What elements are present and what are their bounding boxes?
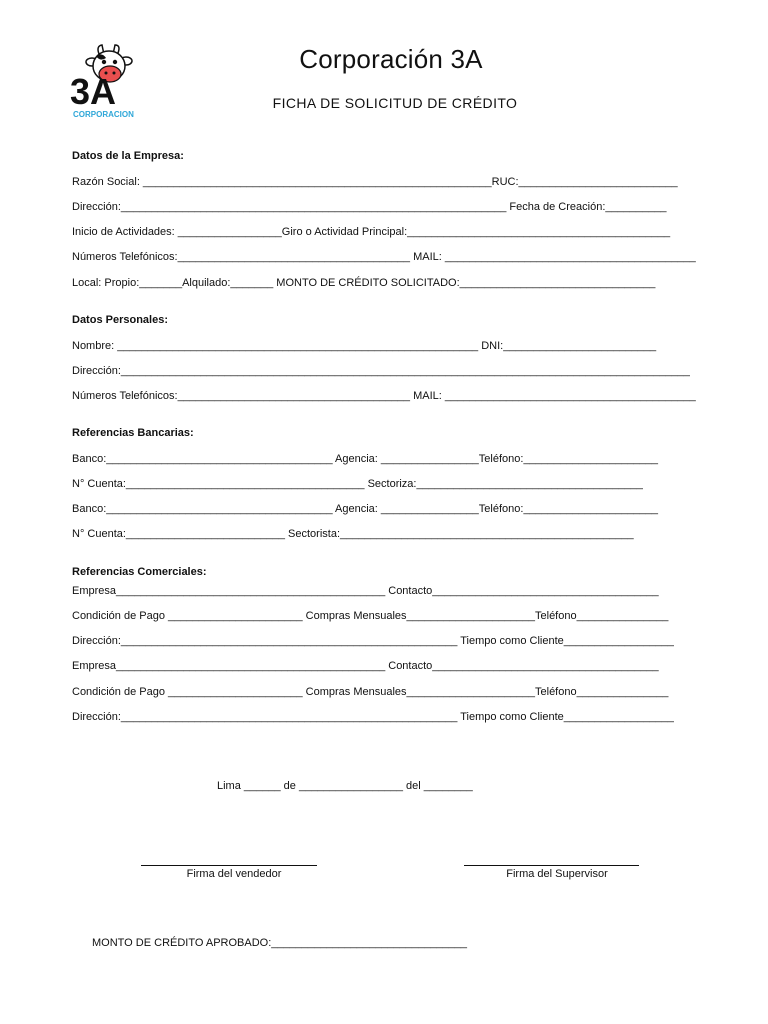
field-cuenta-2[interactable]: N° Cuenta:__________________________ Sectorista:________________________________________________ (72, 528, 634, 540)
field-direccion-fecha-creacion[interactable]: Dirección:_______________________________________________________________ Fecha de Creación:__________ (72, 201, 667, 213)
field-nombre-dni[interactable]: Nombre: ___________________________________________________________ DNI:_________________________ (72, 340, 657, 352)
field-telefonos-mail-personal[interactable]: Números Telefónicos:______________________________________ MAIL: _________________________________________ (72, 390, 696, 402)
signature-label-supervisor: Firma del Supervisor (506, 868, 608, 880)
page-title: Corporación 3A (299, 44, 483, 74)
field-cuenta-1[interactable]: N° Cuenta:_______________________________________ Sectoriza:_____________________________________ (72, 478, 643, 490)
field-inicio-actividades-giro[interactable]: Inicio de Actividades: _________________Giro o Actividad Principal:___________________________________________ (72, 226, 671, 238)
field-empresa-contacto-1[interactable]: Empresa____________________________________________ Contacto_____________________________________ (72, 585, 659, 597)
logo-subtext: CORPORACION (73, 110, 134, 119)
field-direccion-tiempo-2[interactable]: Dirección:_______________________________________________________ Tiempo como Cliente__________________ (72, 711, 674, 723)
field-banco-2[interactable]: Banco:_____________________________________ Agencia: ________________Teléfono:______________________ (72, 503, 659, 515)
field-razon-social-ruc[interactable]: Razón Social: _________________________________________________________RUC:__________________________ (72, 176, 678, 188)
field-direccion-personal[interactable]: Dirección:_____________________________________________________________________________________________ (72, 365, 690, 377)
field-monto-aprobado[interactable]: MONTO DE CRÉDITO APROBADO:________________________________ (92, 937, 468, 949)
field-local-monto-solicitado[interactable]: Local: Propio:_______Alquilado:_______ MONTO DE CRÉDITO SOLICITADO:________________________________ (72, 277, 656, 289)
field-telefonos-mail-empresa[interactable]: Números Telefónicos:______________________________________ MAIL: _________________________________________ (72, 251, 696, 263)
section-heading-empresa: Datos de la Empresa: (72, 150, 184, 162)
field-direccion-tiempo-1[interactable]: Dirección:_______________________________________________________ Tiempo como Cliente__________________ (72, 635, 674, 647)
section-heading-bancarias: Referencias Bancarias: (72, 427, 194, 439)
section-heading-personales: Datos Personales: (72, 314, 168, 326)
field-condicion-pago-2[interactable]: Condición de Pago ______________________ Compras Mensuales_____________________Teléfono_______________ (72, 686, 669, 698)
signature-line-supervisor[interactable] (464, 865, 639, 866)
field-banco-1[interactable]: Banco:_____________________________________ Agencia: ________________Teléfono:______________________ (72, 453, 659, 465)
field-condicion-pago-1[interactable]: Condición de Pago ______________________ Compras Mensuales_____________________Teléfono_______________ (72, 610, 669, 622)
section-heading-comerciales: Referencias Comerciales: (72, 566, 207, 578)
logo-text: 3A (70, 71, 117, 112)
signature-label-vendedor: Firma del vendedor (186, 868, 282, 880)
page-subtitle: FICHA DE SOLICITUD DE CRÉDITO (272, 95, 518, 111)
field-fecha-lima[interactable]: Lima ______ de _________________ del ________ (217, 780, 473, 792)
field-empresa-contacto-2[interactable]: Empresa____________________________________________ Contacto_____________________________________ (72, 660, 659, 672)
signature-line-vendedor[interactable] (141, 865, 317, 866)
